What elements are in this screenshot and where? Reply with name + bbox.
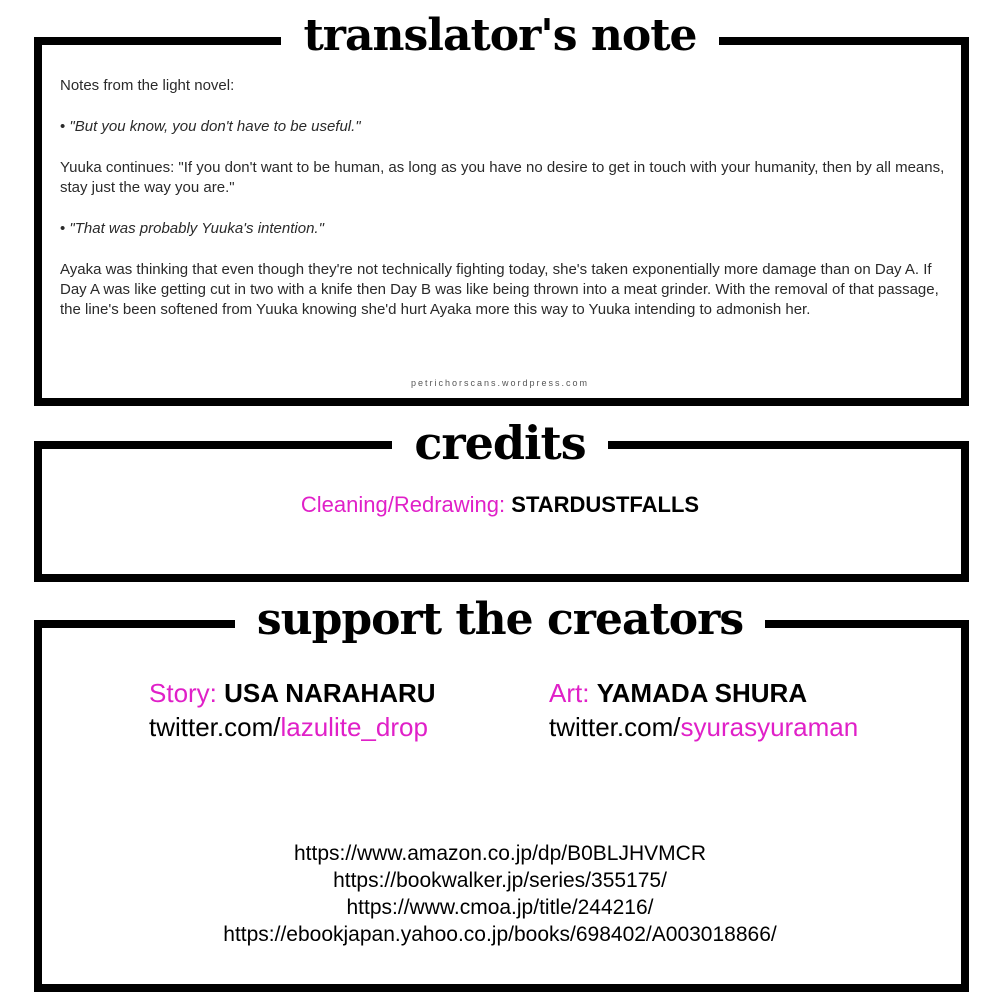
credits-heading: credits (0, 420, 1000, 466)
note-bullet-1: • "But you know, you don't have to be useful." (60, 117, 948, 137)
art-twitter-handle: syurasyuraman (680, 712, 859, 742)
creator-art (549, 676, 858, 744)
note-paragraph-1: Yuuka continues: "If you don't want to be human, as long as you have no desire to get in touch with your humanity, then by all means, stay just the way you are." (60, 159, 945, 196)
credit-role: Cleaning/Redrawing: (300, 492, 506, 517)
bookwalker-link[interactable]: https://bookwalker.jp/series/355175/ (333, 869, 667, 892)
story-credit (149, 676, 436, 710)
watermark: petrichorscans.wordpress.com (410, 378, 590, 388)
art-credit (549, 676, 858, 710)
art-role: Art: (549, 678, 590, 708)
ebookjapan-link[interactable]: https://ebookjapan.yahoo.co.jp/books/698402/A003018866/ (223, 923, 777, 946)
note-intro: Notes from the light novel: (60, 77, 235, 94)
art-twitter-prefix: twitter.com/ (549, 712, 681, 742)
note-bullet-2: • "That was probably Yuuka's intention." (60, 219, 948, 239)
note-paragraph-2: Ayaka was thinking that even though they're not technically fighting today, she's taken exponentially more damage than on Day A. If Day A was like getting cut in two with a knife then Day B was like being thrown into a meat grinder. With the removal of that passage, the line's been softened from Yuuka knowing she'd hurt Ayaka more this way to Yuuka intending to admonish her. (60, 261, 939, 318)
story-twitter-link[interactable] (149, 710, 436, 744)
creator-story (149, 676, 436, 744)
story-name: USA NARAHARU (224, 678, 436, 708)
credit-line (0, 492, 1000, 518)
purchase-links (0, 840, 1000, 948)
credit-name: STARDUSTFALLS (511, 492, 700, 517)
art-twitter-link[interactable] (549, 710, 858, 744)
translators-note-heading: translator's note (0, 14, 1000, 58)
translators-note-body (60, 76, 948, 341)
cmoa-link[interactable]: https://www.cmoa.jp/title/244216/ (346, 896, 654, 919)
support-heading: support the creators (0, 598, 1000, 642)
amazon-link[interactable]: https://www.amazon.co.jp/dp/B0BLJHVMCR (293, 842, 706, 865)
art-name: YAMADA SHURA (596, 678, 808, 708)
story-twitter-handle: lazulite_drop (280, 712, 428, 742)
story-role: Story: (149, 678, 217, 708)
story-twitter-prefix: twitter.com/ (149, 712, 281, 742)
